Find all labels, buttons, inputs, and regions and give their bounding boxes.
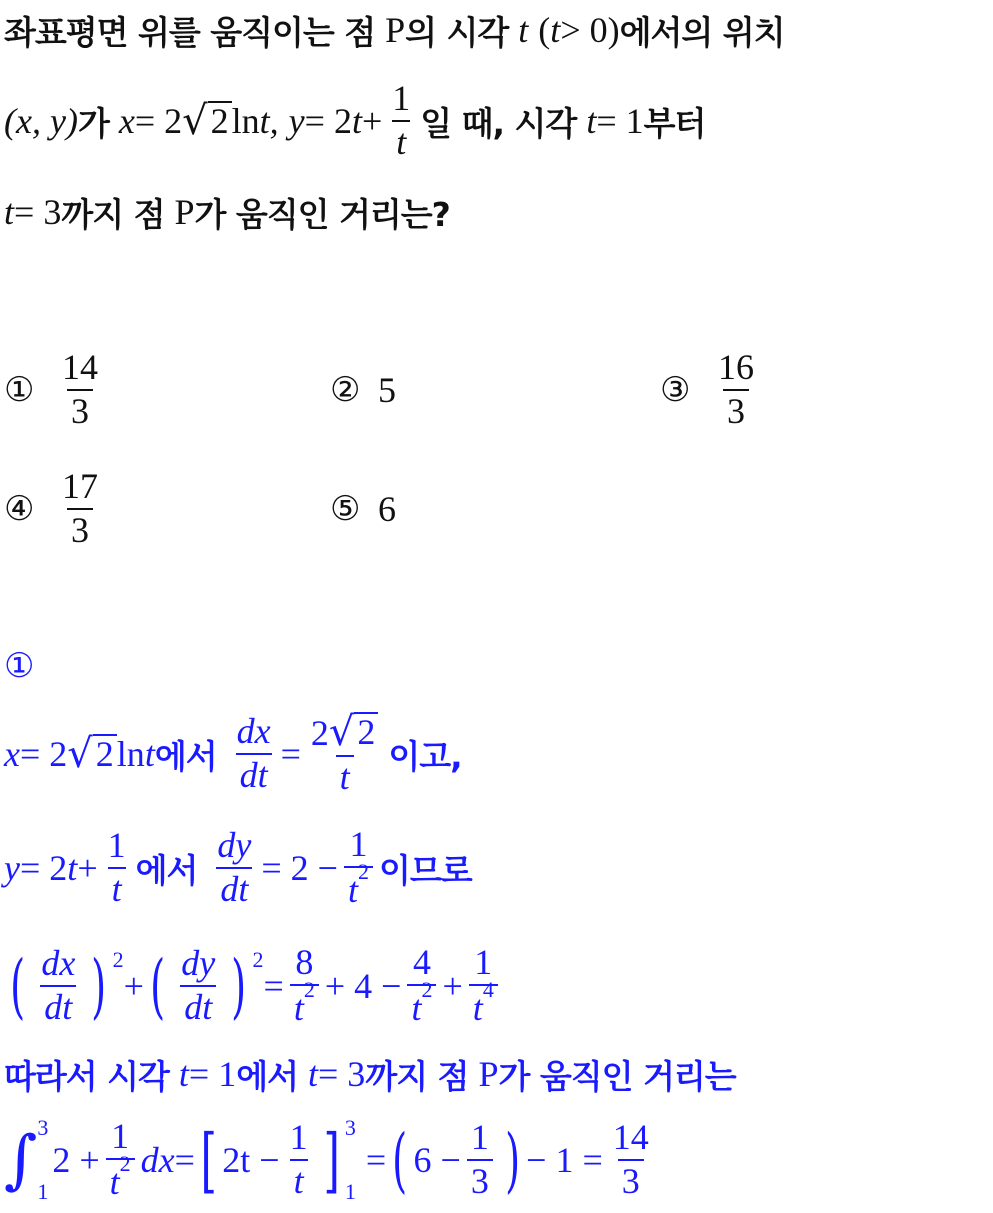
denominator: 3	[618, 1159, 644, 1201]
text: 까지 점	[365, 1056, 469, 1096]
math: 2	[354, 712, 378, 752]
fraction	[233, 713, 275, 795]
bracket-right: ]	[323, 1119, 340, 1201]
math: 2	[208, 101, 232, 141]
denominator: t	[290, 1159, 308, 1201]
exponent: 2	[112, 947, 124, 972]
solution-line-5	[4, 1112, 659, 1208]
numerator: 1	[470, 1117, 489, 1158]
math-t: t	[586, 101, 597, 141]
math-t: t	[411, 988, 422, 1028]
math-t: t	[550, 10, 561, 50]
fraction	[467, 1119, 493, 1201]
text: 가 움직인 거리는	[498, 1056, 736, 1096]
fraction	[37, 945, 79, 1027]
math-ln: ln	[231, 101, 260, 141]
option-marker: ②	[330, 370, 361, 410]
math: = 1	[188, 1054, 237, 1094]
math-t: t	[109, 1162, 120, 1202]
math: + 4 −	[324, 966, 402, 1006]
fraction	[290, 944, 319, 1028]
math-t: t	[178, 1054, 189, 1094]
math-P: P	[174, 192, 195, 232]
text: 의 시각	[405, 12, 509, 52]
option-value: 5	[378, 370, 396, 410]
fraction	[58, 349, 102, 431]
denominator: dt	[216, 867, 252, 909]
math-y: y	[4, 848, 20, 888]
exponent: 2	[252, 947, 264, 972]
math: = 3	[14, 192, 62, 232]
text: 까지 점	[61, 194, 165, 234]
numerator: dy	[181, 943, 216, 984]
denominator: dt	[40, 985, 76, 1027]
fraction	[407, 944, 436, 1028]
exponent: 4	[482, 977, 494, 1002]
math-dx: dx	[140, 1140, 175, 1180]
math-t: t,	[259, 101, 279, 141]
math-x: x	[118, 101, 135, 141]
denominator: 3	[723, 389, 749, 431]
math-t: t	[347, 870, 358, 910]
solution-line-4	[4, 1050, 736, 1098]
numerator: 16	[718, 347, 754, 388]
math: +	[442, 966, 463, 1006]
fraction	[307, 708, 383, 797]
math: +	[77, 848, 98, 888]
fraction	[286, 1119, 312, 1201]
numerator: 1	[289, 1117, 308, 1158]
option-3[interactable]	[660, 345, 764, 435]
math-t: t	[472, 988, 483, 1028]
sqrt: √ 2	[182, 101, 232, 141]
fraction	[177, 945, 219, 1027]
denominator	[407, 977, 436, 1028]
math: (	[538, 10, 551, 50]
answer-marker	[4, 642, 52, 690]
math: 2 +	[52, 1140, 100, 1180]
fraction	[469, 944, 498, 1028]
math: 2	[93, 734, 117, 774]
math: = 2	[19, 734, 68, 774]
paren-left: (	[150, 945, 166, 1027]
math: = 1	[596, 101, 644, 141]
text: 이고,	[388, 736, 462, 776]
math-t: t	[518, 10, 529, 50]
exponent: 2	[303, 977, 315, 1002]
option-4[interactable]	[4, 464, 108, 554]
math: (x, y)	[4, 101, 78, 141]
numerator: 1	[392, 78, 411, 119]
question-line-3	[4, 188, 450, 236]
numerator: 1	[111, 1116, 130, 1157]
text: 에서	[236, 1056, 298, 1096]
text: 가 움직인 거리는?	[194, 194, 450, 234]
option-marker: ⑤	[330, 489, 361, 529]
answer-choice: ①	[4, 646, 35, 686]
math-t: t	[307, 1054, 318, 1094]
denominator: t	[336, 755, 354, 797]
integral-sign: ∫	[4, 1123, 38, 1197]
option-value: 6	[378, 489, 396, 529]
math: 2t −	[222, 1140, 280, 1180]
numerator: dx	[236, 711, 271, 752]
fraction	[344, 826, 373, 910]
math-t: t	[67, 848, 78, 888]
exponent: 2	[358, 859, 369, 884]
sqrt: √ 2	[329, 712, 379, 752]
math-P: P	[478, 1054, 499, 1094]
math-ln: ln	[116, 734, 145, 774]
fraction	[609, 1119, 653, 1201]
denominator: 3	[467, 1159, 493, 1201]
numerator: 1	[474, 942, 493, 983]
numerator: dy	[217, 825, 252, 866]
math: = 2	[134, 101, 183, 141]
paren-left: (	[10, 945, 26, 1027]
math-t: t	[351, 101, 362, 141]
sqrt: √ 2	[67, 734, 117, 774]
math: = 2 −	[261, 848, 338, 888]
lower-limit: 1	[344, 1179, 356, 1204]
paren-right: )	[231, 945, 247, 1027]
fraction	[388, 80, 414, 162]
math: =	[365, 1140, 387, 1180]
numerator: dx	[41, 943, 76, 984]
denominator	[344, 859, 373, 910]
denominator	[106, 1151, 135, 1202]
denominator	[290, 977, 319, 1028]
text: 이므로	[379, 850, 472, 890]
math-t: t	[293, 988, 304, 1028]
numerator: 1	[349, 824, 368, 865]
text: 부터	[643, 103, 706, 143]
evaluation-limits	[345, 1115, 356, 1205]
denominator: 3	[67, 508, 93, 550]
math-x: x	[4, 734, 20, 774]
paren-left: (	[392, 1119, 408, 1201]
math-t: t	[4, 192, 15, 232]
bracket-left: [	[200, 1119, 217, 1201]
math: =	[263, 966, 284, 1006]
math: =	[280, 734, 301, 774]
math: − 1 =	[526, 1140, 603, 1180]
math: = 3	[318, 1054, 366, 1094]
fraction	[106, 1118, 135, 1202]
math-t: t	[144, 734, 155, 774]
numerator: 1	[107, 825, 126, 866]
denominator	[469, 977, 498, 1028]
math-y: y	[288, 101, 305, 141]
math: +	[361, 101, 383, 141]
math-P: P	[385, 10, 406, 50]
upper-limit: 3	[344, 1115, 356, 1140]
fraction	[104, 827, 130, 909]
integral-limits	[37, 1115, 48, 1205]
text: 에서의 위치	[619, 12, 785, 52]
solution-line-1	[4, 706, 462, 802]
math: > 0	[560, 10, 608, 50]
math: )	[607, 10, 620, 50]
option-marker: ④	[4, 489, 35, 529]
numerator: 17	[62, 466, 98, 507]
upper-limit: 3	[37, 1115, 49, 1140]
exponent: 2	[421, 977, 433, 1002]
denominator: dt	[180, 985, 216, 1027]
option-1[interactable]	[4, 345, 108, 435]
denominator: 3	[67, 389, 93, 431]
math: =	[174, 1140, 195, 1180]
paren-right: )	[91, 945, 107, 1027]
denominator: t	[392, 120, 410, 162]
numerator: 14	[62, 347, 98, 388]
option-2[interactable]	[330, 345, 396, 435]
fraction	[714, 349, 758, 431]
paren-right: )	[504, 1119, 521, 1201]
text: 에서	[154, 736, 217, 776]
text: 가	[77, 103, 109, 143]
option-marker: ③	[660, 370, 691, 410]
option-5[interactable]	[330, 464, 396, 554]
question-line-1	[4, 6, 785, 54]
solution-line-2	[4, 820, 472, 916]
text: 따라서 시각	[4, 1056, 169, 1096]
lower-limit: 1	[37, 1179, 49, 1204]
exponent: 2	[119, 1151, 131, 1176]
option-marker: ①	[4, 370, 35, 410]
math: 2	[310, 712, 329, 753]
math: +	[123, 966, 144, 1006]
denominator: dt	[236, 753, 272, 795]
question-line-2	[4, 78, 705, 164]
fraction	[58, 468, 102, 550]
numerator: 14	[612, 1117, 649, 1158]
text: 좌표평면 위를 움직이는 점	[4, 12, 376, 52]
numerator: 4	[412, 942, 431, 983]
text: 일 때, 시각	[420, 103, 577, 143]
denominator: t	[108, 867, 126, 909]
text: 에서	[135, 850, 198, 890]
fraction	[213, 827, 255, 909]
math: = 2	[304, 101, 352, 141]
math: 6 −	[413, 1140, 461, 1180]
numerator	[307, 708, 383, 755]
solution-line-3	[4, 936, 504, 1036]
numerator: 8	[295, 942, 314, 983]
math: = 2	[19, 848, 68, 888]
